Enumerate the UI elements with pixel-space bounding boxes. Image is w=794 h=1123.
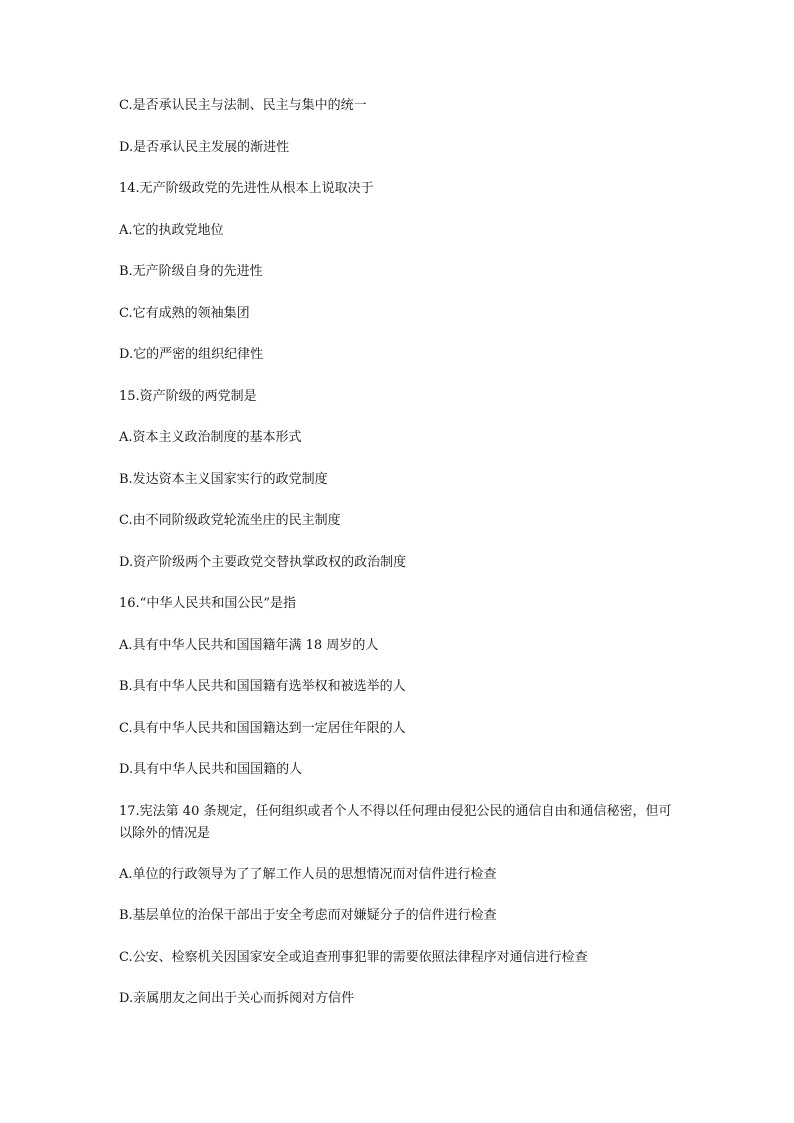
q13-option-d: D.是否承认民主发展的渐进性 bbox=[119, 140, 290, 155]
q14-option-a: A.它的执政党地位 bbox=[119, 223, 224, 238]
q15-stem: 15.资产阶级的两党制是 bbox=[119, 389, 257, 404]
q16-option-b: B.具有中华人民共和国国籍有选举权和被选举的人 bbox=[119, 679, 406, 694]
q16-option-d: D.具有中华人民共和国国籍的人 bbox=[119, 762, 303, 777]
q17-option-a: A.单位的行政领导为了了解工作人员的思想情况而对信件进行检查 bbox=[119, 867, 497, 882]
q17-option-b: B.基层单位的治保干部出于安全考虑而对嫌疑分子的信件进行检查 bbox=[119, 908, 497, 923]
q14-option-b: B.无产阶级自身的先进性 bbox=[119, 264, 263, 279]
q14-option-c: C.它有成熟的领袖集团 bbox=[119, 306, 250, 321]
q15-option-b: B.发达资本主义国家实行的政党制度 bbox=[119, 472, 328, 487]
q15-option-d: D.资产阶级两个主要政党交替执掌政权的政治制度 bbox=[119, 555, 407, 570]
q14-option-d: D.它的严密的组织纪律性 bbox=[119, 347, 264, 362]
q16-option-c: C.具有中华人民共和国国籍达到一定居住年限的人 bbox=[119, 721, 406, 736]
q13-option-c: C.是否承认民主与法制、民主与集中的统一 bbox=[119, 98, 367, 113]
q17-option-c: C.公安、检察机关因国家安全或追查刑事犯罪的需要依照法律程序对通信进行检查 bbox=[119, 950, 588, 965]
q15-option-a: A.资本主义政治制度的基本形式 bbox=[119, 430, 302, 445]
q15-option-c: C.由不同阶级政党轮流坐庄的民主制度 bbox=[119, 513, 341, 528]
q17-stem: 17.宪法第 40 条规定，任何组织或者个人不得以任何理由侵犯公民的通信自由和通信秘密，但可以除外的情况是 bbox=[119, 804, 672, 841]
q16-stem: 16.“中华人民共和国公民”是指 bbox=[119, 596, 296, 611]
q14-stem: 14.无产阶级政党的先进性从根本上说取决于 bbox=[119, 181, 374, 196]
q17-option-d: D.亲属朋友之间出于关心而拆阅对方信件 bbox=[119, 991, 355, 1006]
q16-option-a: A.具有中华人民共和国国籍年满 18 周岁的人 bbox=[119, 638, 379, 653]
